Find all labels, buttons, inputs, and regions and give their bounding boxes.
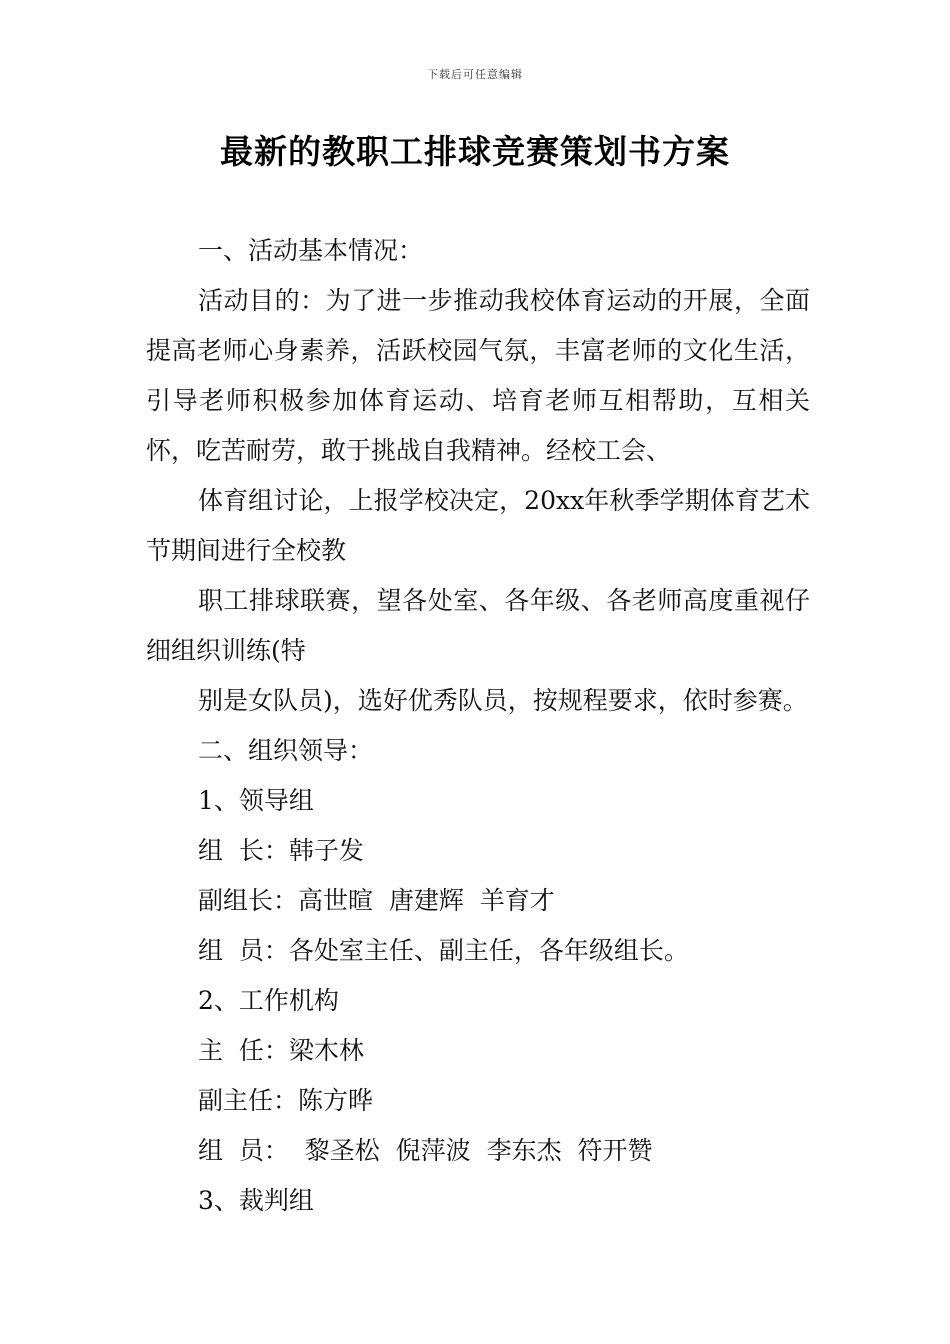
header-note: 下载后可任意编辑: [427, 68, 523, 81]
paragraph-purpose: 活动目的：为了进一步推动我校体育运动的开展，全面提高老师心身素养，活跃校园气氛，丰富老师的文化生活，引导老师积极参加体育运动、培育老师互相帮助，互相关怀，吃苦耐劳，敢于挑战自我精神。经校工会、: [146, 286, 810, 465]
section-heading-organization: 二、组织领导：: [198, 736, 374, 765]
deputy-leader-line: 副组长：高世暄 唐建辉 羊育才: [198, 886, 555, 915]
members-line: 组 员：各处室主任、副主任，各年级组长。: [198, 936, 689, 965]
leader-line: 组 长：韩子发: [198, 836, 364, 865]
document-body: [146, 226, 810, 1226]
paragraph-decision: 体育组讨论，上报学校决定，20xx年秋季学期体育艺术节期间进行全校教: [146, 486, 810, 565]
subheading-referee-group: 3、裁判组: [198, 1186, 314, 1215]
document-title: 最新的教职工排球竞赛策划书方案: [220, 132, 730, 171]
section-heading-activity: 一、活动基本情况：: [198, 236, 424, 265]
working-members-line: 组 员： 黎圣松 倪萍波 李东杰 符开赞: [198, 1136, 653, 1165]
deputy-director-line: 副主任：陈方晔: [198, 1086, 374, 1115]
subheading-leadership-group: 1、领导组: [198, 786, 314, 815]
director-line: 主 任：梁木林: [198, 1036, 364, 1065]
paragraph-participation: 别是女队员)，选好优秀队员，按规程要求，依时参赛。: [198, 686, 808, 715]
paragraph-league: 职工排球联赛，望各处室、各年级、各老师高度重视仔细组织训练(特: [146, 586, 810, 665]
subheading-working-body: 2、工作机构: [198, 986, 339, 1015]
